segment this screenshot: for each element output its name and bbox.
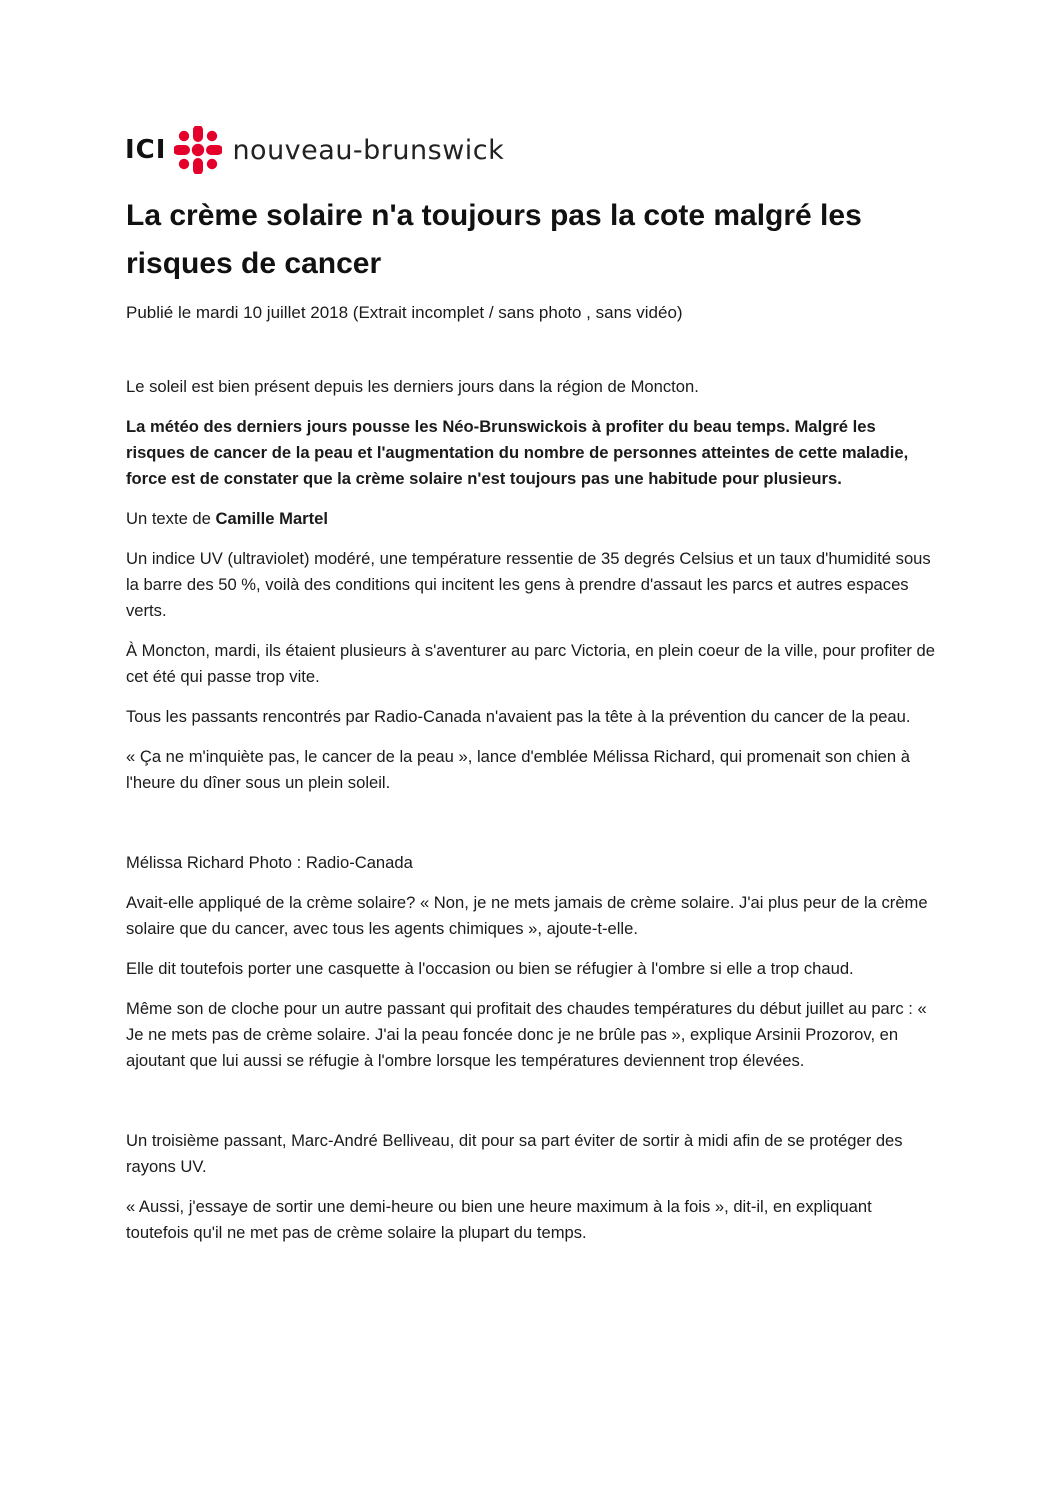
byline	[126, 506, 936, 532]
paragraph: « Aussi, j'essaye de sortir une demi-heure ou bien une heure maximum à la fois », dit-il, en expliquant toutefois qu'il ne met pas de crème solaire la plupart du temps.	[126, 1197, 872, 1242]
paragraph: Même son de cloche pour un autre passant qui profitait des chaudes températures du début juillet au parc : « Je ne mets pas de crème solaire. J'ai la peau foncée donc je ne brûle pas », explique Arsinii Prozorov, en ajoutant que lui aussi se réfugie à l'ombre lorsque les températures deviennent trop élevées.	[126, 999, 927, 1070]
photo-caption: Mélissa Richard Photo : Radio-Canada	[126, 853, 413, 872]
paragraph: « Ça ne m'inquiète pas, le cancer de la peau », lance d'emblée Mélissa Richard, qui promenait son chien à l'heure du dîner sous un plein soleil.	[126, 747, 910, 792]
article-body	[126, 192, 936, 1260]
byline-author: Camille Martel	[215, 509, 328, 528]
paragraph: Tous les passants rencontrés par Radio-Canada n'avaient pas la tête à la prévention du cancer de la peau.	[126, 707, 911, 726]
paragraph: Un indice UV (ultraviolet) modéré, une température ressentie de 35 degrés Celsius et un taux d'humidité sous la barre des 50 %, voilà des conditions qui incitent les gens à prendre d'assaut les parcs et autres espaces verts.	[126, 549, 931, 620]
logo-region-text: nouveau-brunswick	[232, 134, 505, 166]
article-title: La crème solaire n'a toujours pas la cote malgré les risques de cancer	[126, 199, 862, 280]
radio-canada-gem-icon	[174, 126, 222, 174]
paragraph: Elle dit toutefois porter une casquette à l'occasion ou bien se réfugier à l'ombre si elle a trop chaud.	[126, 959, 854, 978]
byline-prefix: Un texte de	[126, 509, 216, 528]
ici-nouveau-brunswick-logo	[125, 126, 504, 174]
paragraph: À Moncton, mardi, ils étaient plusieurs à s'aventurer au parc Victoria, en plein coeur de la ville, pour profiter de cet été qui passe trop vite.	[126, 641, 936, 686]
publication-info: Publié le mardi 10 juillet 2018 (Extrait incomplet / sans photo , sans vidéo)	[126, 303, 683, 322]
intro-paragraph: Le soleil est bien présent depuis les derniers jours dans la région de Moncton.	[126, 377, 699, 396]
paragraph: Avait-elle appliqué de la crème solaire? « Non, je ne mets jamais de crème solaire. J'ai plus peur de la crème solaire que du cancer, avec tous les agents chimiques », ajoute-t-elle.	[126, 893, 928, 938]
logo-ici-text: ICI	[125, 135, 167, 165]
paragraph: Un troisième passant, Marc-André Belliveau, dit pour sa part éviter de sortir à midi afin de se protéger des rayons UV.	[126, 1131, 903, 1176]
lead-paragraph: La météo des derniers jours pousse les Néo-Brunswickois à profiter du beau temps. Malgré les risques de cancer de la peau et l'augmentation du nombre de personnes atteintes de cette maladie, force est de constater que la crème solaire n'est toujours pas une habitude pour plusieurs.	[126, 417, 909, 488]
